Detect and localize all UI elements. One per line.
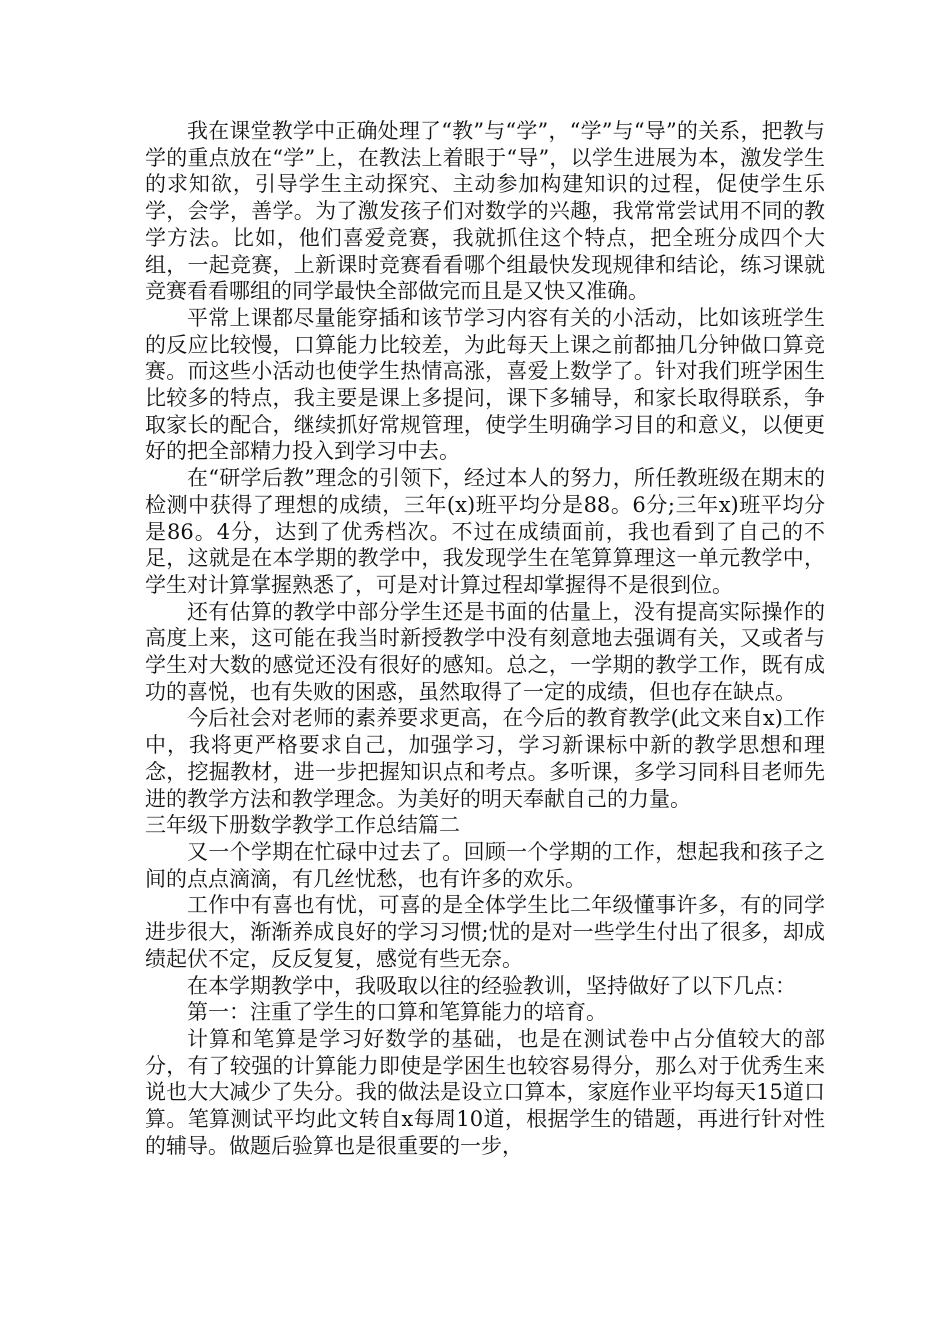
paragraph-2: 平常上课都尽量能穿插和该节学习内容有关的小活动，比如该班学生的反应比较慢，口算能力比较差，为此每天上课之前都抽几分钟做口算竞赛。而这些小活动也使学生热情高涨，喜爱上数学了。针对我们班学困生比较多的特点，我主要是课上多提问，课下多辅导，和家长取得联系，争取家长的配合，继续抓好常规管理，使学生明确学习目的和意义，以便更好的把全部精力投入到学习中去。	[145, 305, 825, 464]
paragraph-1: 我在课堂教学中正确处理了“教”与“学”，“学”与“导”的关系，把教与学的重点放在“学”上，在教法上着眼于“导”，以学生进展为本，激发学生的求知欲，引导学生主动探究、主动参加构建知识的过程，促使学生乐学，会学，善学。为了激发孩子们对数学的兴趣，我常常尝试用不同的教学方法。比如，他们喜爱竞赛，我就抓住这个特点，把全班分成四个大组，一起竞赛，上新课时竞赛看看哪个组最快发现规律和结论，练习课就竞赛看看哪组的同学最快全部做完而且是又快又准确。	[145, 119, 825, 304]
paragraph-9: 第一：注重了学生的口算和笔算能力的培育。	[187, 1000, 607, 1025]
section-heading: 三年级下册数学教学工作总结篇二	[145, 813, 460, 838]
paragraph-10: 计算和笔算是学习好数学的基础，也是在测试卷中占分值较大的部分，有了较强的计算能力即使是学困生也较容易得分，那么对于优秀生来说也大大减少了失分。我的做法是设立口算本，家庭作业平均每天15道口算。笔算测试平均此文转自x每周10道，根据学生的错题，再进行针对性的辅导。做题后验算也是很重要的一步，	[145, 1026, 825, 1158]
paragraph-3: 在“研学后教”理念的引领下，经过本人的努力，所任教班级在期末的检测中获得了理想的成绩，三年(x)班平均分是88。6分;三年x)班平均分是86。4分，达到了优秀档次。不过在成绩面前，我也看到了自己的不足，这就是在本学期的教学中，我发现学生在笔算算理这一单元教学中，学生对计算掌握熟悉了，可是对计算过程却掌握得不是很到位。	[145, 466, 825, 597]
paragraph-5: 今后社会对老师的素养要求更高，在今后的教育教学(此文来自x)工作中，我将更严格要求自己，加强学习，学习新课标中新的教学思想和理念，挖掘教材，进一步把握知识点和考点。多听课，多学习同科目老师先进的教学方法和教学理念。为美好的明天奉献自己的力量。	[145, 706, 825, 811]
paragraph-7: 工作中有喜也有忧，可喜的是全体学生比二年级懂事许多，有的同学进步很大，渐渐养成良好的学习习惯;忧的是对一些学生付出了很多，却成绩起伏不定，反反复复，感觉有些无奈。	[145, 893, 825, 971]
document-body	[145, 118, 825, 1159]
paragraph-4: 还有估算的教学中部分学生还是书面的估量上，没有提高实际操作的高度上来，这可能在我当时新授教学中没有刻意地去强调有关，又或者与学生对大数的感觉还没有很好的感知。总之，一学期的教学工作，既有成功的喜悦，也有失败的困惑，虽然取得了一定的成绩，但也存在缺点。	[145, 599, 825, 704]
paragraph-8: 在本学期教学中，我吸取以往的经验教训，坚持做好了以下几点：	[187, 973, 796, 998]
paragraph-6: 又一个学期在忙碌中过去了。回顾一个学期的工作，想起我和孩子之间的点点滴滴，有几丝忧愁，也有许多的欢乐。	[145, 839, 825, 891]
